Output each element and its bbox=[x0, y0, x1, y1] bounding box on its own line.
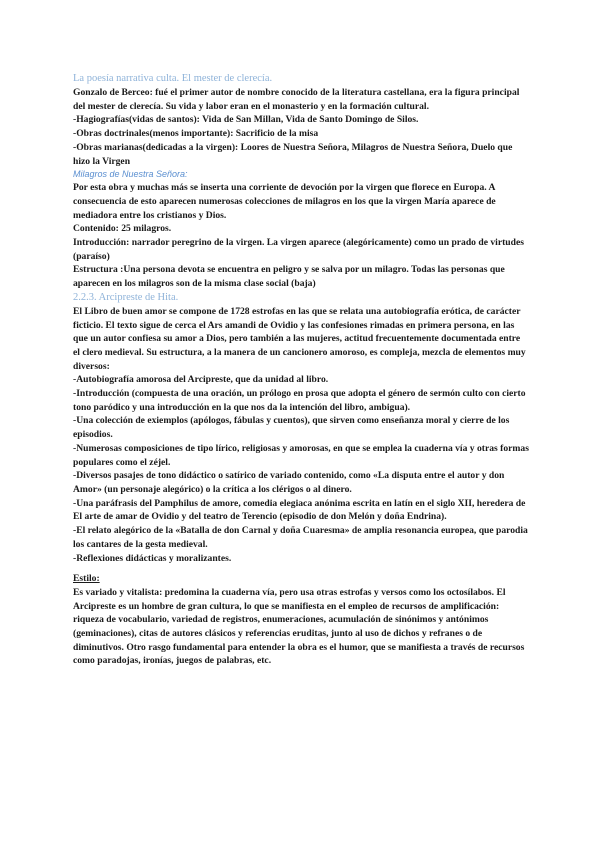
doctrinales-line bbox=[73, 127, 529, 141]
milagros-paragraph: Por esta obra y muchas más se inserta una corriente de devoción por la virgen que florece en Europa. A consecuencia de esto aparecen numerosas colecciones de milagros en los que la virgen María aparece de mediadora entre los cristianos y Dios. bbox=[73, 182, 496, 221]
hagiografias-text: Vida de San Millan, Vida de Santo Domingo de Silos. bbox=[199, 114, 419, 126]
doctrinales-label: -Obras doctrinales(menos importante): bbox=[73, 128, 234, 140]
hita-item: -Numerosas composiciones de tipo lírico, religiosas y amorosas, en que se emplea la cuaderna vía y otras formas populares como el zéjel. bbox=[73, 442, 529, 468]
berceo-intro: : fué el primer autor de nombre conocido de la literatura castellana, era la figura principal del mester de clerecía. Su vida y labor eran en el monasterio y en la formación cultural. bbox=[73, 87, 520, 112]
spacer bbox=[73, 565, 529, 572]
hita-item: -Autobiografía amorosa del Arcipreste, que da unidad al libro. bbox=[73, 374, 329, 386]
hagiografias-line bbox=[73, 113, 529, 127]
estilo-paragraph: Es variado y vitalista: predomina la cuaderna vía, pero usa otras estrofas y versos como los octosílabos. El Arcipreste es un hombre de gran cultura, lo que se manifiesta en el empleo de recursos de amplificación: riqueza de vocabulario, variedad de registros, enumeraciones, acumulación de sinónimos y antónimos (geminaciones), citas de autores clásicos y referencias eruditas, junto al uso de dichos y refranes o de diminutivos. Otro rasgo fundamental para entender la obra es el humor, que se manifiesta a través de recursos como paradojas, ironías, juegos de palabras, etc. bbox=[73, 586, 525, 667]
marianas-label: -Obras marianas(dedicadas a la virgen): bbox=[73, 141, 239, 153]
estilo-heading: Estilo: bbox=[73, 573, 100, 585]
hagiografias-label: -Hagiografías(vidas de santos): bbox=[73, 114, 200, 126]
doctrinales-text: Sacrificio de la misa bbox=[233, 128, 319, 140]
hita-item: -Una colección de exiemplos (apólogos, fábulas y cuentos), que sirven como enseñanza moral y cierre de los episodios. bbox=[73, 415, 510, 441]
marianas-text: Loores de Nuestra Señora, Milagros de Nuestra Señora, Duelo que hizo la Virgen bbox=[73, 141, 513, 167]
hita-item: -Introducción (compuesta de una oración, un prólogo en prosa que adopta el género de sermón culto con cierto tono paródico y una introducción en la que nos da la intención del libro, ambigua). bbox=[73, 388, 526, 413]
hita-paragraph: El Libro de buen amor se compone de 1728 estrofas en las que se relata una autobiografía erótica, de carácter ficticio. El texto sigue de cerca el Ars amandi de Ovidio y las confesiones rimadas en primera persona, en las que un autor confiesa su amor a Dios, pero también a las mujeres, actitud frecuentemente documentada entre el clero medieval. Su estructura, a la manera de un cancionero amoroso, es compleja, mezcla de elementos muy diversos: bbox=[73, 305, 526, 372]
berceo-paragraph bbox=[73, 86, 529, 113]
section-heading-mester: La poesía narrativa culta. El mester de clerecía. bbox=[73, 73, 273, 84]
hita-item: -El relato alegórico de la «Batalla de don Carnal y doña Cuaresma» de amplia resonancia europea, que parodia los cantares de la gesta medieval. bbox=[73, 525, 528, 550]
document-page bbox=[73, 72, 529, 668]
milagros-estructura: Estructura :Una persona devota se encuentra en peligro y se salva por un milagro. Todas las personas que aparecen en los milagros son de la misma clase social (baja) bbox=[73, 264, 505, 290]
milagros-introduccion: Introducción: narrador peregrino de la virgen. La virgen aparece (alegóricamente) como un prado de virtudes (paraíso) bbox=[73, 237, 524, 262]
section-heading-hita: 2.2.3. Arcipreste de Hita. bbox=[73, 291, 179, 303]
berceo-name: Gonzalo de Berceo bbox=[73, 87, 150, 98]
section-heading-milagros: Milagros de Nuestra Señora: bbox=[73, 169, 188, 180]
milagros-contenido: Contenido: 25 milagros. bbox=[73, 223, 172, 235]
marianas-line bbox=[73, 141, 529, 168]
hita-item: -Una paráfrasis del Pamphilus de amore, comedia elegiaca anónima escrita en latín en el siglo XII, heredera de El arte de amar de Ovidio y del teatro de Terencio (episodio de don Melón y doña Endrina). bbox=[73, 497, 526, 523]
hita-item: -Reflexiones didácticas y moralizantes. bbox=[73, 552, 232, 564]
hita-item: -Diversos pasajes de tono didáctico o satírico de variado contenido, como «La disputa entre el autor y don Amor» (un personaje alegórico) o la crítica a los clérigos o al dinero. bbox=[73, 470, 505, 495]
